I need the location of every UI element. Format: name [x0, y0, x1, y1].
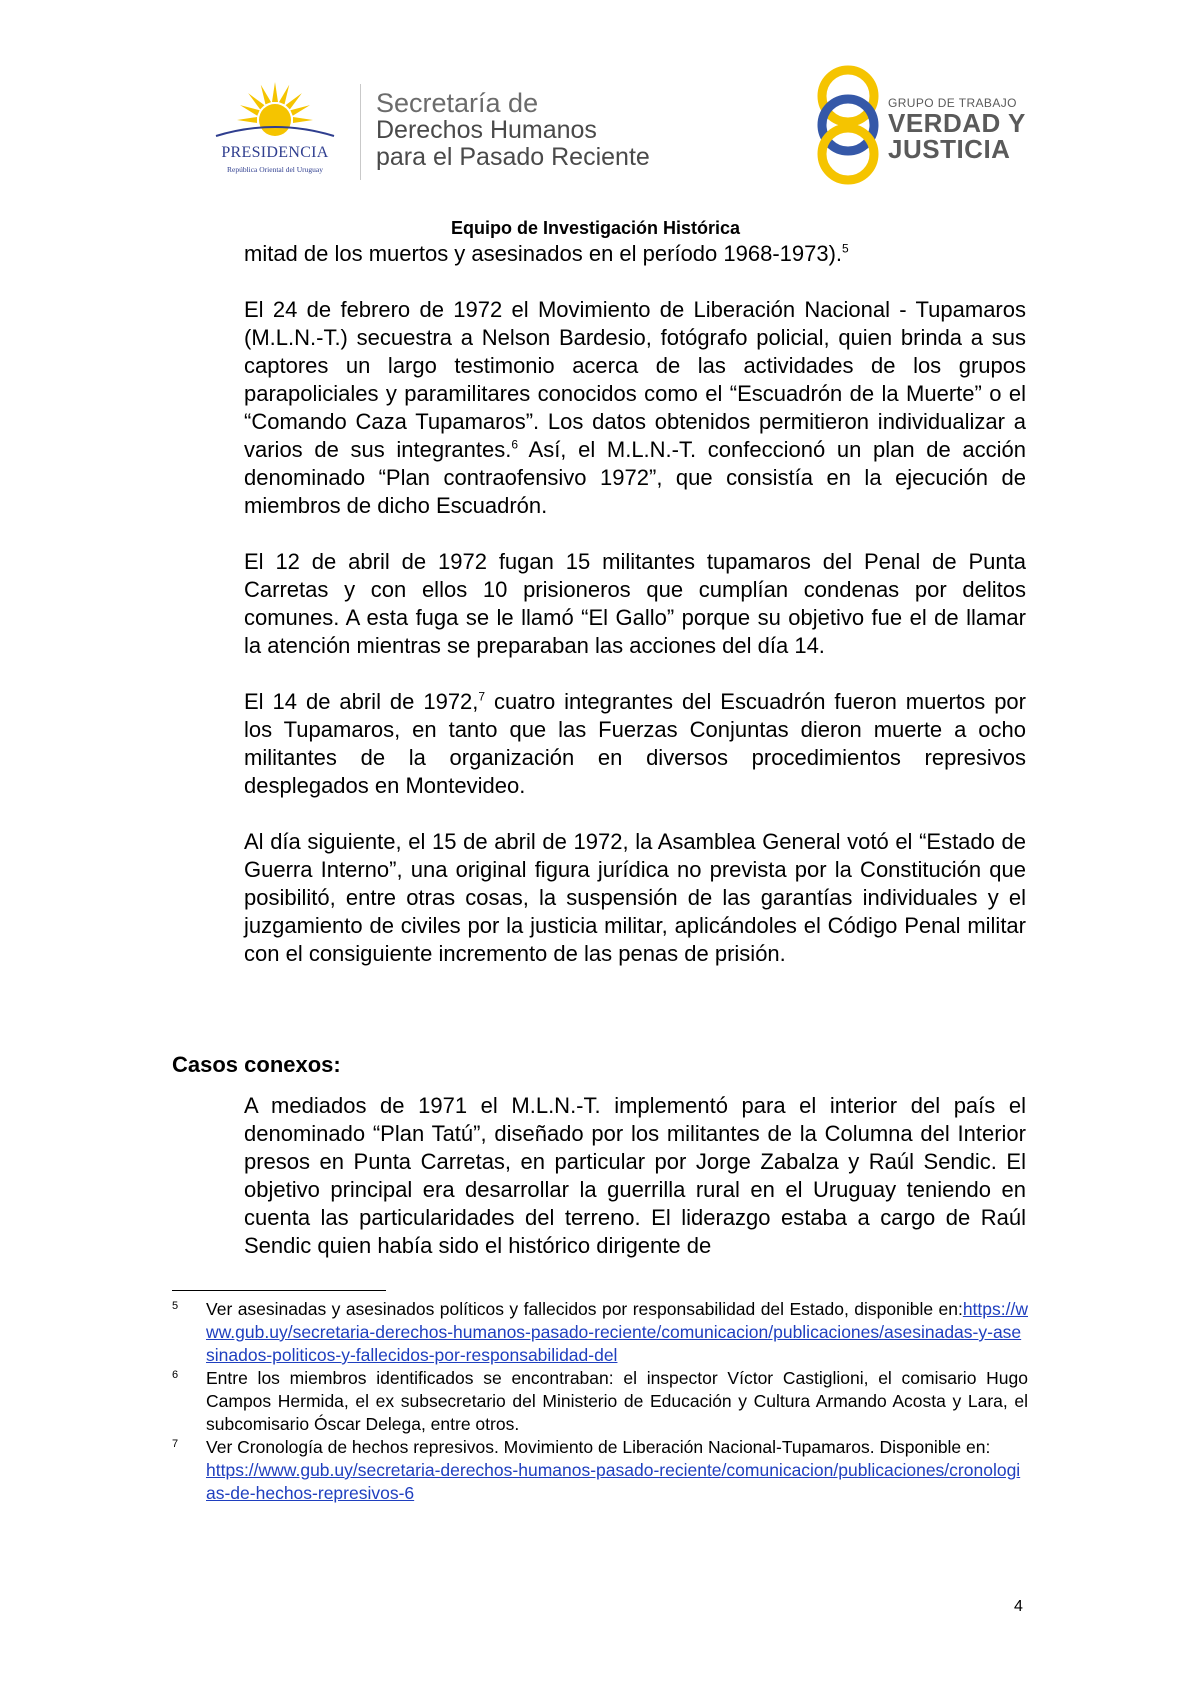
paragraph-text-tail: Así, el M.L.N.-T. confeccionó un plan de acción denominado “Plan contraofensivo 1972”, que consistía en la ejecución de miembros de dicho Escuadrón. [244, 437, 1026, 518]
grupo-line2: VERDAD Y [888, 108, 1026, 138]
secretaria-title [376, 90, 650, 171]
verdad-justicia-rings-icon [813, 64, 883, 186]
grupo-line3: JUSTICIA [888, 134, 1011, 164]
sun-emblem-icon [196, 80, 354, 144]
footnote-item [172, 1436, 1028, 1505]
paragraph [244, 240, 1026, 268]
paragraph [244, 828, 1026, 968]
paragraph-text-tail: cuatro integrantes del Escuadrón fueron muertos por los Tupamaros, en tanto que las Fuerzas Conjuntas dieron muerte a ocho militantes de la organización en diversos procedimientos represivos desplegados en Montevideo. [244, 689, 1026, 798]
page-number: 4 [1014, 1598, 1023, 1615]
paragraph-text: mitad de los muertos y asesinados en el período 1968-1973). [244, 241, 843, 266]
paragraph [244, 548, 1026, 660]
footnote-number: 5 [172, 1300, 179, 1312]
footnote-ref[interactable]: 6 [511, 437, 519, 452]
grupo-line1: GRUPO DE TRABAJO [888, 96, 1017, 110]
footnote-link[interactable]: https://www.gub.uy/secretaria-derechos-humanos-pasado-reciente/comunicacion/publicaciones/asesinadas-y-asesinados-politicos-y-fallecidos-por-responsabilidad-del [206, 1299, 1028, 1365]
footnote-text: Ver asesinadas y asesinados políticos y fallecidos por responsabilidad del Estado, disponible en: [206, 1299, 963, 1319]
footnote-separator [172, 1290, 386, 1291]
section-body [244, 1092, 1026, 1260]
team-subheader: Equipo de Investigación Histórica [450, 218, 741, 238]
section-paragraph: A mediados de 1971 el M.L.N.-T. implementó para el interior del país el denominado “Plan Tatú”, diseñado por los militantes de la Columna del Interior presos en Punta Carretas, en particular por Jorge Zabalza y Raúl Sendic. El objetivo principal era desarrollar la guerrilla rural en el Uruguay teniendo en cuenta las particularidades del terreno. El liderazgo estaba a cargo de Raúl Sendic quien había sido el histórico dirigente de [244, 1093, 1026, 1258]
document-header [0, 0, 1191, 210]
paragraph [244, 296, 1026, 520]
footnote-link[interactable]: https://www.gub.uy/secretaria-derechos-humanos-pasado-reciente/comunicacion/publicaciones/cronologias-de-hechos-represivos-6 [206, 1460, 1021, 1503]
secretaria-line1: Secretaría de [376, 88, 539, 118]
footnote-text: Ver Cronología de hechos represivos. Movimiento de Liberación Nacional-Tupamaros. Disponible en: [206, 1437, 991, 1457]
presidencia-name: PRESIDENCIA [221, 144, 329, 161]
paragraph-text: El 12 de abril de 1972 fugan 15 militantes tupamaros del Penal de Punta Carretas y con ellos 10 prisioneros que cumplían condenas por delitos comunes. A esta fuga se le llamó “El Gallo” porque su objetivo fue el de llamar la atención mientras se preparaban las acciones del día 14. [244, 549, 1026, 658]
footnote-ref[interactable]: 5 [842, 241, 849, 256]
paragraph-text: El 14 de abril de 1972, [244, 689, 479, 714]
footnote-ref[interactable]: 7 [478, 689, 486, 704]
paragraph [244, 688, 1026, 800]
footnotes [172, 1298, 1028, 1505]
secretaria-line3: para el Pasado Reciente [376, 143, 650, 171]
paragraph-text: El 24 de febrero de 1972 el Movimiento de Liberación Nacional - Tupamaros (M.L.N.-T.) secuestra a Nelson Bardesio, fotógrafo policial, quien brinda a sus captores un largo testimonio acerca de las actividades de los grupos parapoliciales y paramilitares conocidos como el “Escuadrón de la Muerte” o el “Comando Caza Tupamaros”. Los datos obtenidos permitieron individualizar a varios de sus integrantes. [244, 297, 1026, 462]
presidencia-subtitle: República Oriental del Uruguay [226, 165, 323, 174]
footnote-number: 6 [172, 1369, 179, 1381]
footnote-text: Entre los miembros identificados se encontraban: el inspector Víctor Castiglioni, el comisario Hugo Campos Hermida, el ex subsecretario del Ministerio de Educación y Cultura Armando Acosta y Lara, el subcomisario Óscar Delega, entre otros. [206, 1368, 1028, 1434]
body-text [244, 240, 1026, 968]
paragraph-text: Al día siguiente, el 15 de abril de 1972, la Asamblea General votó el “Estado de Guerra Interno”, una original figura jurídica no prevista por la Constitución que posibilitó, entre otras cosas, la suspensión de las garantías individuales y el juzgamiento de civiles por la justicia militar, aplicándoles el Código Penal militar con el consiguiente incremento de las penas de prisión. [244, 829, 1026, 966]
section-heading: Casos conexos: [172, 1052, 341, 1077]
footnote-number: 7 [172, 1438, 179, 1450]
secretaria-line2: Derechos Humanos [376, 116, 597, 144]
footnote-item [172, 1367, 1028, 1436]
grupo-trabajo-title [888, 96, 1026, 162]
header-divider [360, 84, 361, 180]
footnote-item [172, 1298, 1028, 1367]
presidencia-logo [196, 80, 354, 180]
